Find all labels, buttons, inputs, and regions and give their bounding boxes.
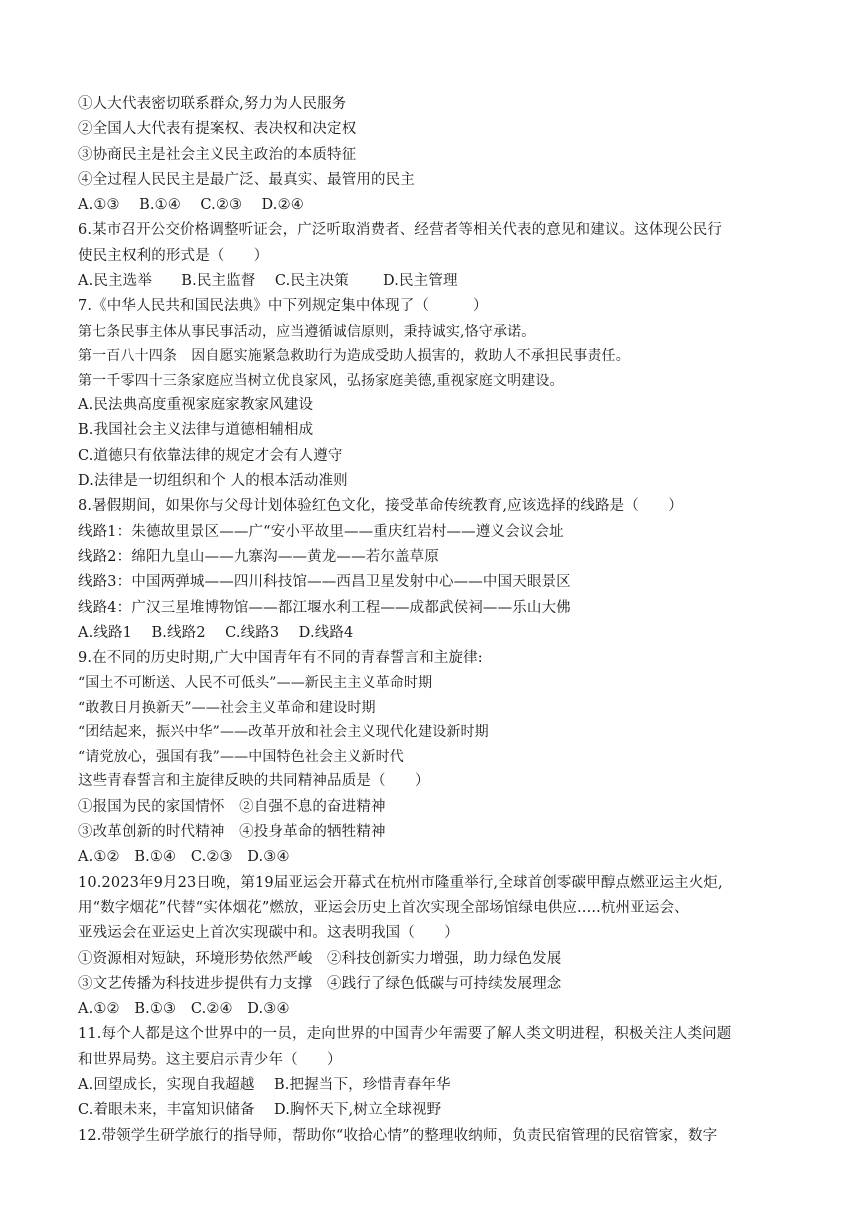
question-6-choices: A.民主选举 B.民主监督 C.民主决策 D.民主管理 [78, 273, 458, 290]
question-10-choices: A.①② B.①③ C.②④ D.③④ [78, 1001, 290, 1018]
question-6-stem: 6.某市召开公交价格调整听证会，广泛听取消费者、经营者等相关代表的意见和建议。这体现公民行 [78, 222, 723, 239]
question-9-slogan-2: “敢教日月换新天”——社会主义革命和建设时期 [78, 699, 376, 716]
question-8-stem: 8.暑假期间，如果你与父母计划体验红色文化，接受革命传统教育,应该选择的线路是（ ） [78, 498, 683, 515]
question-10-stem-end: 亚残运会在亚运史上首次实现碳中和。这表明我国（ ） [78, 925, 459, 942]
question-8-route-4: 线路4：广汉三星堆博物馆——都江堰水利工程——成都武侯祠——乐山大佛 [78, 599, 571, 616]
question-9-statements-b: ③改革创新的时代精神 ④投身革命的牺牲精神 [78, 824, 386, 841]
document-page [78, 92, 778, 1149]
question-10-stem: 10.2023年9月23日晚，第19届亚运会开幕式在杭州市隆重举行,全球首创零碳甲醇点燃亚运主火炬, [78, 874, 723, 891]
question-9-slogan-4: “请党放心，强国有我”——中国特色社会主义新时代 [78, 748, 404, 765]
question-9-prompt: 这些青春誓言和主旋律反映的共同精神品质是（ ） [78, 773, 430, 790]
question-11-stem: 11.每个人都是这个世界中的一员，走向世界的中国青少年需要了解人类文明进程，积极关注人类问题 [78, 1026, 732, 1043]
question-8-route-3: 线路3：中国两弹城——四川科技馆——西昌卫星发射中心——中国天眼景区 [78, 574, 571, 591]
question-8-route-2: 线路2：绵阳九皇山——九寨沟——黄龙——若尔盖草原 [78, 548, 439, 565]
question-11-choices-cd: C.着眼未来，丰富知识储备 D.胸怀天下,树立全球视野 [78, 1102, 442, 1119]
question-11-stem-cont: 和世界局势。这主要启示青少年（ ） [78, 1051, 342, 1068]
question-7-article-3: 第一千零四十三条家庭应当树立优良家风，弘扬家庭美德,重视家庭文明建设。 [78, 372, 564, 389]
question-7-article-2: 第一百八十四条 因自愿实施紧急救助行为造成受助人损害的，救助人不承担民事责任。 [78, 348, 630, 365]
option-statement-4: ④全过程人民民主是最广泛、最真实、最管用的民主 [78, 171, 415, 188]
question-7-choice-a: A.民法典高度重视家庭家教家风建设 [78, 397, 314, 414]
answer-choices: A.①③ B.①④ C.②③ D.②④ [78, 197, 304, 214]
question-7-choice-b: B.我国社会主义法律与道德相辅相成 [78, 422, 314, 439]
question-7-choice-c: C.道德只有依靠法律的规定才会有人遵守 [78, 447, 343, 464]
question-9-statements-a: ①报国为民的家国情怀 ②自强不息的奋进精神 [78, 798, 386, 815]
question-8-choices: A.线路1 B.线路2 C.线路3 D.线路4 [78, 624, 354, 641]
question-7-stem: 7.《中华人民共和国民法典》中下列规定集中体现了（ ） [78, 298, 488, 315]
question-9-slogan-1: “国土不可断送、人民不可低头”——新民主主义革命时期 [78, 675, 433, 692]
question-9-stem: 9.在不同的历史时期,广大中国青年有不同的青春誓言和主旋律: [78, 650, 483, 667]
question-7-choice-d: D.法律是一切组织和个 人的根本活动准则 [78, 473, 348, 490]
question-12-stem: 12.带领学生研学旅行的指导师，帮助你“收拾心情”的整理收纳师，负责民宿管理的民宿管家，数字 [78, 1127, 718, 1144]
question-9-choices: A.①② B.①④ C.②③ D.③④ [78, 849, 290, 866]
option-statement-2: ②全国人大代表有提案权、表决权和决定权 [78, 121, 357, 138]
question-10-statements-a: ①资源相对短缺，环境形势依然严峻 ②科技创新实力增强，助力绿色发展 [78, 950, 562, 967]
question-10-stem-cont: 用“数字烟花”代替“实体烟花”燃放，亚运会历史上首次实现全部场馆绿电供应.....杭州亚运会、 [78, 899, 689, 916]
question-6-stem-cont: 使民主权利的形式是（ ） [78, 247, 269, 264]
question-7-article-1: 第七条民事主体从事民事活动，应当遵循诚信原则，秉持诚实,恪守承诺。 [78, 323, 536, 340]
question-9-slogan-3: “团结起来，振兴中华”——改革开放和社会主义现代化建设新时期 [78, 724, 489, 741]
option-statement-1: ①人大代表密切联系群众,努力为人民服务 [78, 96, 347, 112]
question-8-route-1: 线路1：朱德故里景区——广“安小平故里——重庆红岩村——遵义会议会址 [78, 523, 564, 540]
question-11-choices-ab: A.回望成长，实现自我超越 B.把握当下，珍惜青春年华 [78, 1077, 451, 1093]
question-10-statements-b: ③文艺传播为科技进步提供有力支撑 ④践行了绿色低碳与可持续发展理念 [78, 975, 562, 992]
option-statement-3: ③协商民主是社会主义民主政治的本质特征 [78, 146, 357, 163]
